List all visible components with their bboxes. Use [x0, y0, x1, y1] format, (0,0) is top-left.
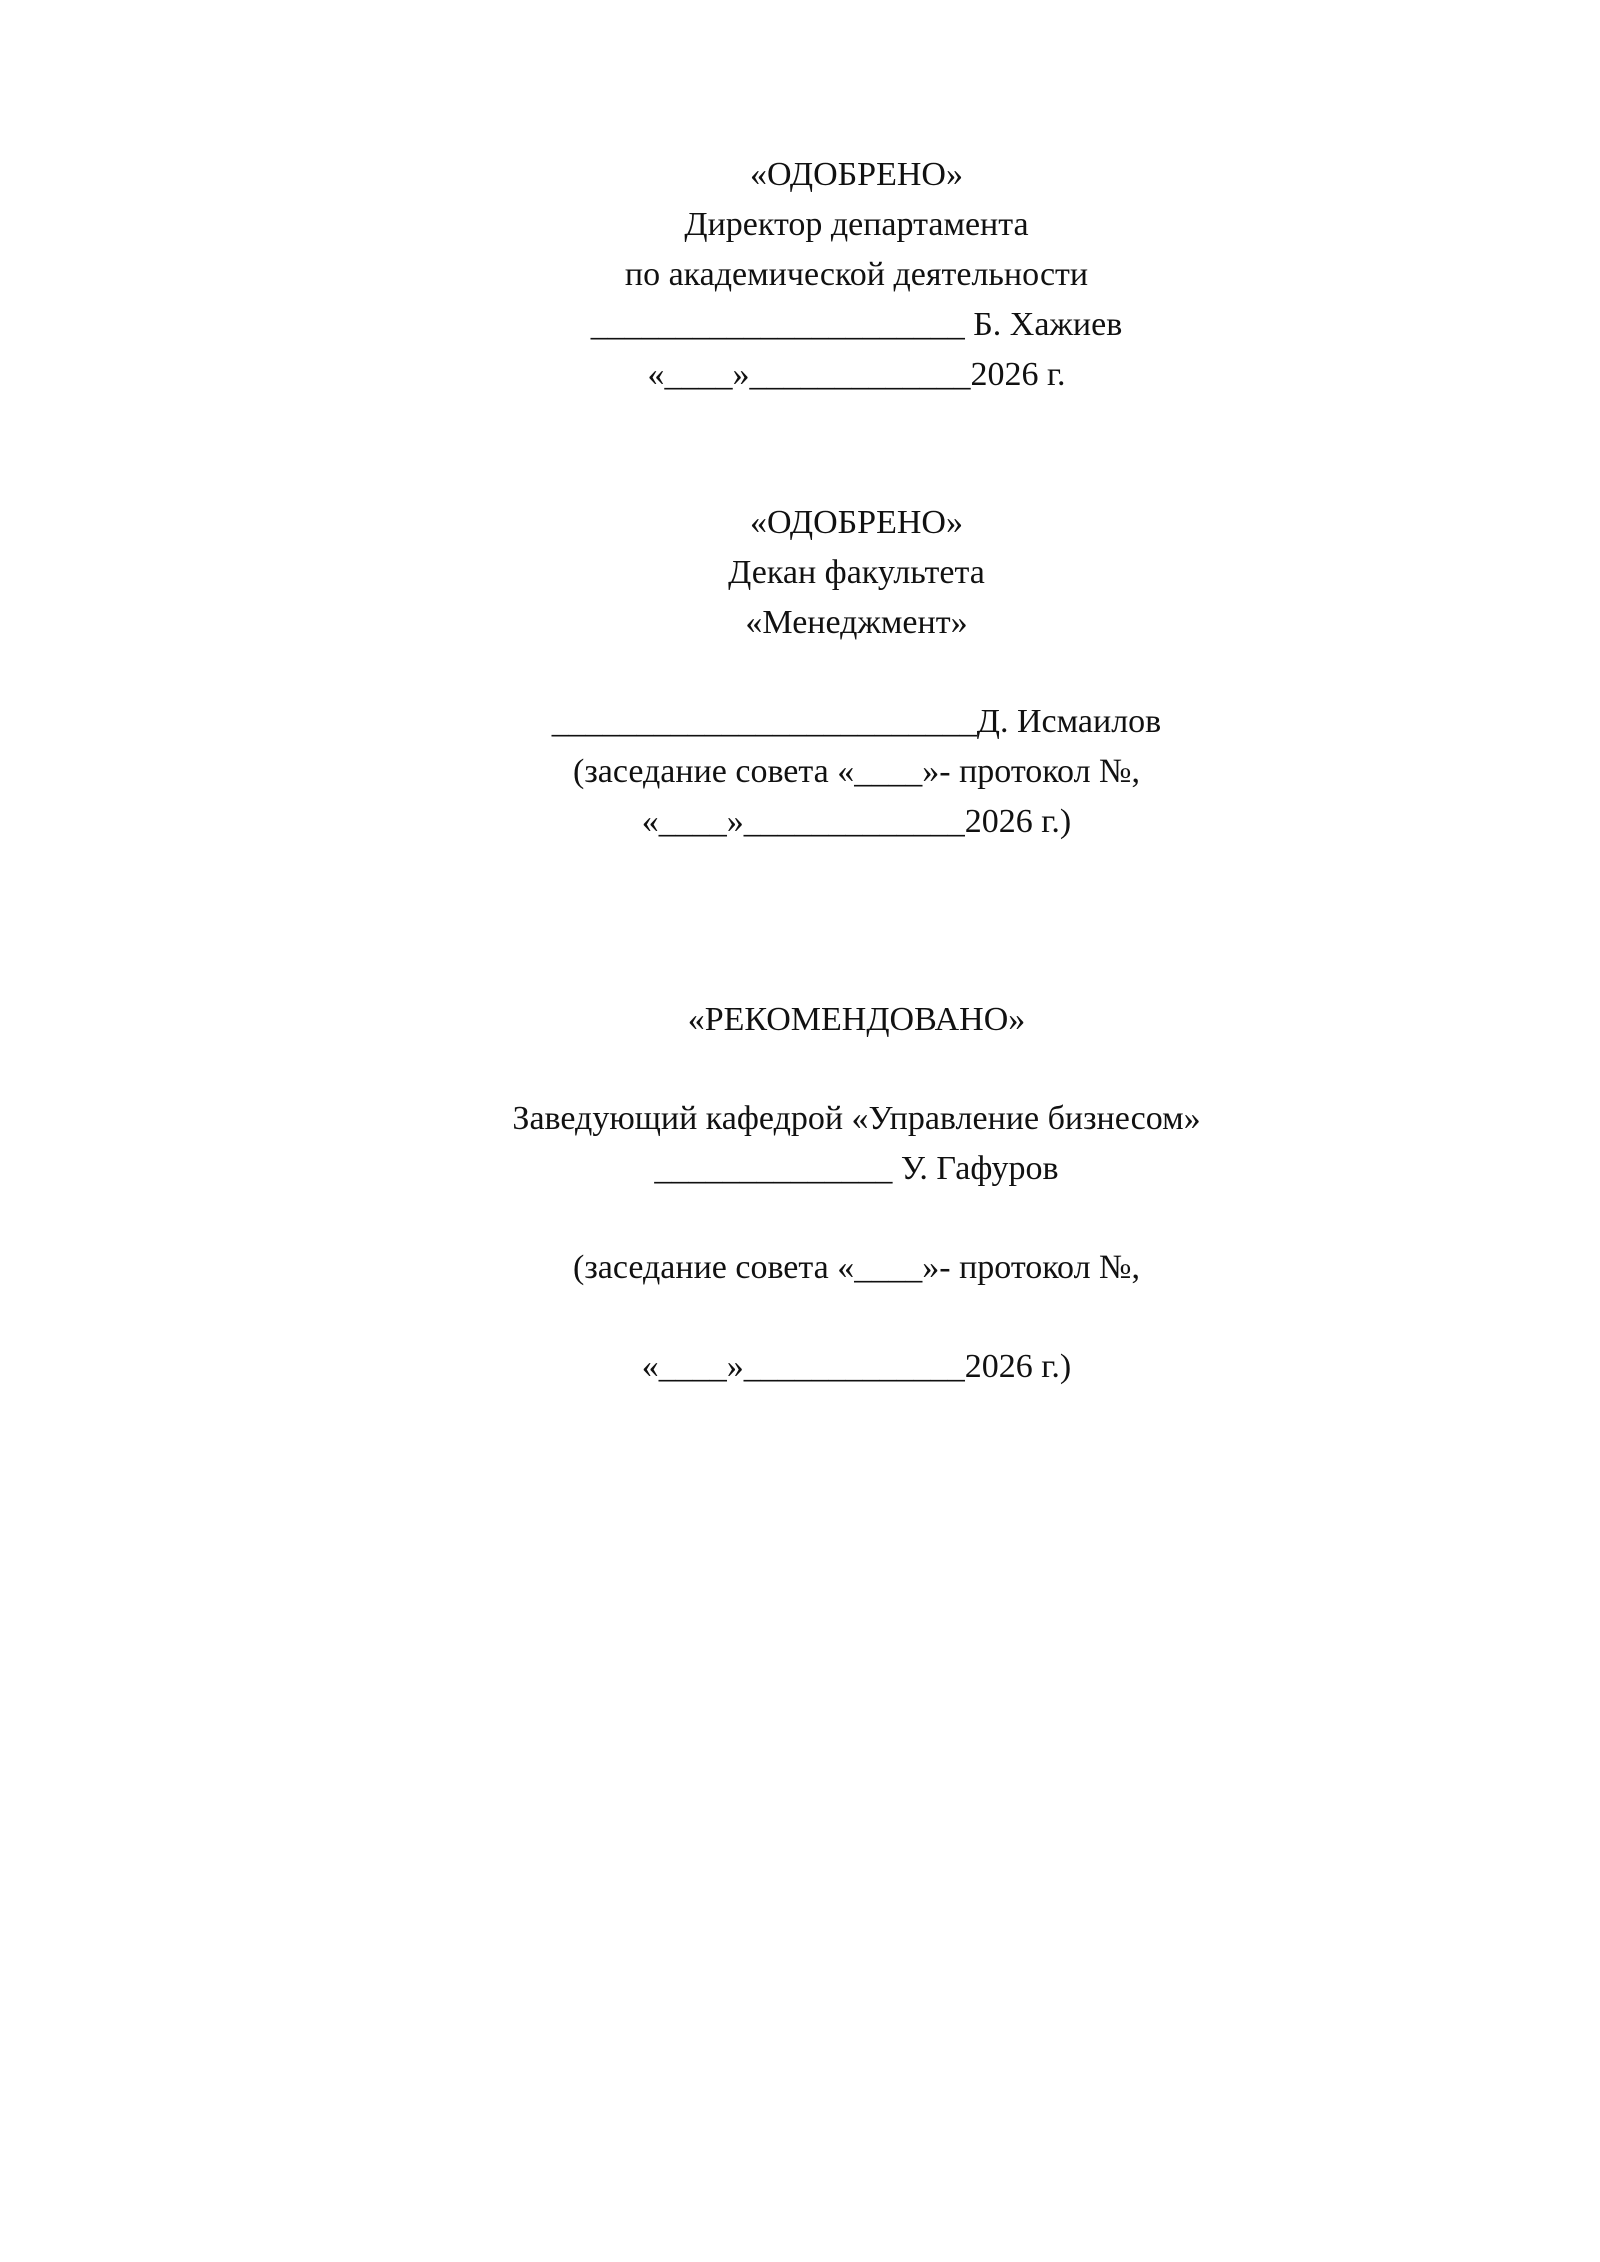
dean-date-line: «____»_____________2026 г.) — [641, 803, 1072, 840]
director-signature-line: ______________________ Б. Хажиев — [590, 306, 1123, 343]
head-signature-line: ______________ У. Гафуров — [654, 1150, 1059, 1187]
director-position-line1: Директор департамента — [684, 206, 1029, 243]
head-meeting-line: (заседание совета «____»- протокол №, — [573, 1249, 1140, 1286]
head-date-line: «____»_____________2026 г.) — [641, 1348, 1072, 1385]
dean-position-line1: Декан факультета — [728, 554, 985, 591]
director-date-line: «____»_____________2026 г. — [647, 356, 1066, 393]
head-position-line: Заведующий кафедрой «Управление бизнесом» — [512, 1100, 1201, 1137]
director-position-line2: по академической деятельности — [624, 256, 1089, 293]
dean-signature-line: _________________________Д. Исмаилов — [551, 703, 1162, 740]
director-approval-status: «ОДОБРЕНО» — [750, 156, 963, 193]
dean-position-line2: «Менеджмент» — [745, 604, 968, 641]
head-recommendation-status: «РЕКОМЕНДОВАНО» — [687, 1001, 1026, 1038]
dean-meeting-line: (заседание совета «____»- протокол №, — [573, 753, 1140, 790]
dean-approval-status: «ОДОБРЕНО» — [750, 504, 963, 541]
